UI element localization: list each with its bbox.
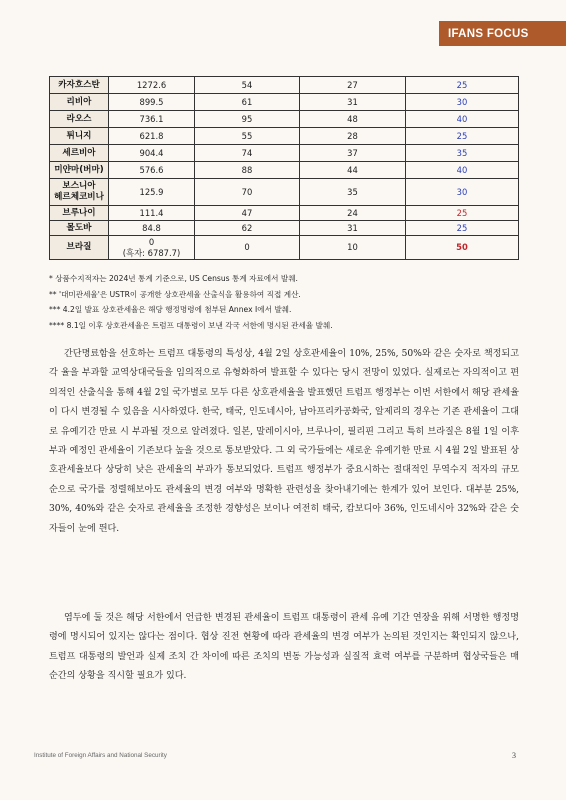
august-rate-cell: 40 <box>406 111 519 128</box>
ustr-rate-cell: 55 <box>195 128 300 145</box>
footer-institute: Institute of Foreign Affairs and National Security <box>34 752 167 759</box>
ustr-rate-cell: 95 <box>195 111 300 128</box>
country: 몰도바 <box>50 221 109 236</box>
ustr-rate-cell: 0 <box>195 236 300 260</box>
table-footnotes <box>49 271 519 333</box>
country: 세르비아 <box>50 145 109 162</box>
country: 리비아 <box>50 94 109 111</box>
country: 라오스 <box>50 111 109 128</box>
page-number: 3 <box>512 751 516 760</box>
footnote: *** 4.2일 발표 상호관세율은 해당 행정명령에 첨부된 Annex I에서 발췌. <box>49 305 292 314</box>
body-paragraph: 간단명료함을 선호하는 트럼프 대통령의 특성상, 4월 2일 상호관세율이 10%, 25%, 50%와 같은 숫자로 책정되고 각 율을 부과할 교역상대국들을 임의적으로 유형화하여 발표할 수 있다는 당시 전망이 있었다. 실제로는 자의적이고 편의적인 산출식을 통해 4월 2일 국가별로 모두 다른 상호관세율을 발표했던 트럼프 행정부는 이번 서한에서 해당 관세율이 다시 변경될 수 있음을 시사하였다. 한국, 태국, 인도네시아, 남아프리카공화국, 알제리의 경우는 기존 관세율이 그대로 유예기간 만료 시 부과될 것으로 알려졌다. 일본, 말레이시아, 브루나이, 필리핀 그리고 특히 브라질은 8월 1일 이후 부과 예정인 관세율이 기존보다 높을 것으로 통보받았다. 그 외 국가들에는 새로운 유예기한 만료 시 4월 2일 발표된 상호관세율보다 상당히 낮은 관세율의 부과가 통보되었다. 트럼프 행정부가 중요시하는 절대적인 무역수지 적자의 규모 순으로 국가를 정렬해보아도 관세율의 변경 여부와 명확한 관련성을 찾아내기에는 한계가 있어 보인다. 대부분 25%, 30%, 40%와 같은 숫자로 관세율을 조정한 경향성은 보이나 여전히 태국, 캄보디아 36%, 인도네시아 32%와 같은 숫자들이 눈에 띈다. <box>49 349 519 534</box>
ustr-rate-cell: 74 <box>195 145 300 162</box>
april-rate-cell: 24 <box>300 206 406 221</box>
deficit-cell: 0 (흑자: 6787.7) <box>109 236 195 260</box>
country: 보스니아 헤르체코비나 <box>50 179 109 206</box>
april-rate-cell: 31 <box>300 94 406 111</box>
ustr-rate-cell: 47 <box>195 206 300 221</box>
august-rate-cell: 50 <box>406 236 519 260</box>
april-rate-cell: 10 <box>300 236 406 260</box>
august-rate-cell: 25 <box>406 128 519 145</box>
table-row <box>50 77 519 94</box>
ustr-rate-cell: 54 <box>195 77 300 94</box>
april-rate-cell: 44 <box>300 162 406 179</box>
footnote: ** '대미관세율'은 USTR이 공개한 상호관세율 산출식을 활용하여 직접 계산. <box>49 289 301 299</box>
body-paragraph: 염두에 둘 것은 해당 서한에서 언급한 변경된 관세율이 트럼프 대통령이 관세 유예 기간 연장을 위해 서명한 행정명령에 명시되어 있지는 않다는 점이다. 협상 진전 현황에 따라 관세율의 변경 여부가 논의된 것인지는 확인되지 않으나, 트럼프 대통령의 발언과 실제 조치 간 차이에 따른 조치의 변동 가능성과 실질적 효력 여부를 구분하며 협상국들은 매 순간의 상황을 직시할 필요가 있다. <box>49 613 519 682</box>
ustr-rate-cell: 88 <box>195 162 300 179</box>
table-row <box>50 162 519 179</box>
table-row <box>50 111 519 128</box>
table-row <box>50 206 519 221</box>
deficit-cell: 899.5 <box>109 94 195 111</box>
april-rate-cell: 28 <box>300 128 406 145</box>
deficit-cell: 621.8 <box>109 128 195 145</box>
country: 미얀마(버마) <box>50 162 109 179</box>
country: 카자흐스탄 <box>50 77 109 94</box>
april-rate-cell: 35 <box>300 179 406 206</box>
deficit-cell: 84.8 <box>109 221 195 236</box>
footnote: **** 8.1일 이후 상호관세율은 트럼프 대통령이 보낸 각국 서한에 명시된 관세율 발췌. <box>49 320 333 330</box>
country: 브라질 <box>50 236 109 260</box>
deficit-cell: 904.4 <box>109 145 195 162</box>
table-row <box>50 128 519 145</box>
table-row <box>50 179 519 206</box>
deficit-cell: 125.9 <box>109 179 195 206</box>
table-row <box>50 145 519 162</box>
deficit-cell: 576.6 <box>109 162 195 179</box>
august-rate-cell: 30 <box>406 94 519 111</box>
ifans-focus-badge: IFANS FOCUS <box>439 21 566 46</box>
april-rate-cell: 37 <box>300 145 406 162</box>
ustr-rate-cell: 70 <box>195 179 300 206</box>
ustr-rate-cell: 61 <box>195 94 300 111</box>
august-rate-cell: 25 <box>406 77 519 94</box>
august-rate-cell: 35 <box>406 145 519 162</box>
country: 브루나이 <box>50 206 109 221</box>
april-rate-cell: 27 <box>300 77 406 94</box>
tariff-table <box>49 76 519 260</box>
table-row <box>50 236 519 260</box>
table-row <box>50 221 519 236</box>
deficit-cell: 111.4 <box>109 206 195 221</box>
ustr-rate-cell: 62 <box>195 221 300 236</box>
footnote: * 상품수지적자는 2024년 통계 기준으로, US Census 통계 자료에서 발췌. <box>49 274 298 283</box>
april-rate-cell: 31 <box>300 221 406 236</box>
august-rate-cell: 25 <box>406 206 519 221</box>
table-row <box>50 94 519 111</box>
deficit-cell: 736.1 <box>109 111 195 128</box>
deficit-cell: 1272.6 <box>109 77 195 94</box>
country: 튀니지 <box>50 128 109 145</box>
april-rate-cell: 48 <box>300 111 406 128</box>
august-rate-cell: 40 <box>406 162 519 179</box>
august-rate-cell: 30 <box>406 179 519 206</box>
august-rate-cell: 25 <box>406 221 519 236</box>
